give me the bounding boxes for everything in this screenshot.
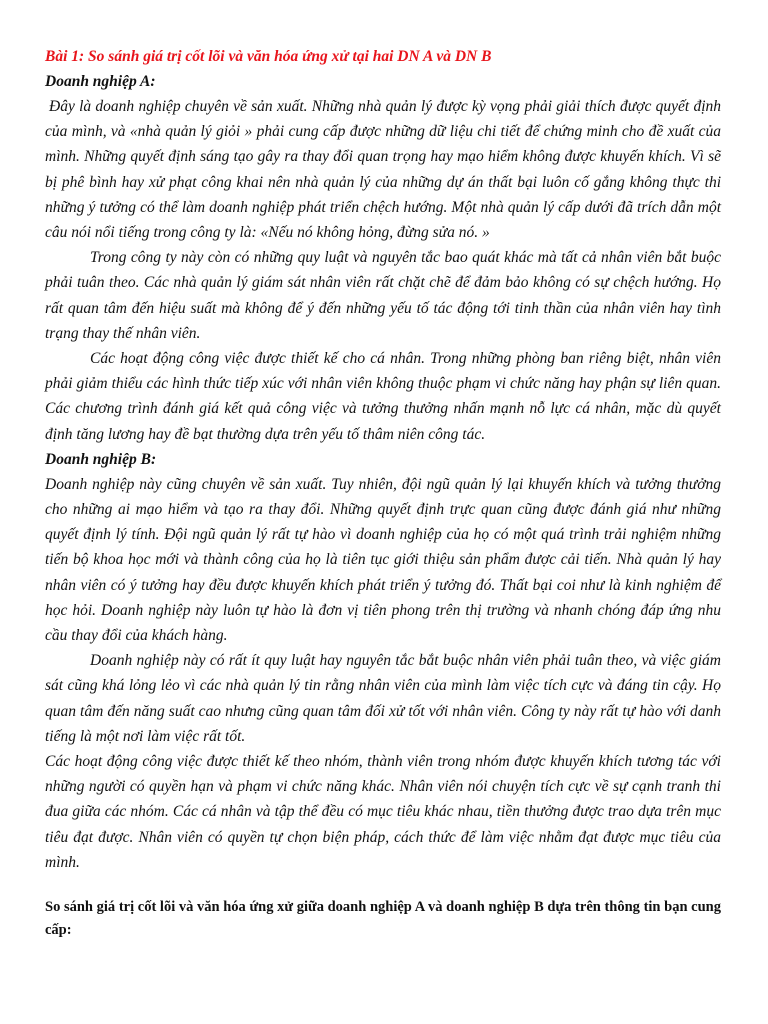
section-a-paragraph-1: Đây là doanh nghiệp chuyên về sản xuất. Những nhà quản lý được kỳ vọng phải giải thích được quyết định của mình, và «nhà quản lý giỏi » phải cung cấp được những dữ liệu chi tiết để chứng minh cho đề xuất của mình. Những quyết định sáng tạo gây ra thay đổi quan trọng hay mạo hiểm không được khuyến khích. Vì sẽ bị phê bình hay xử phạt công khai nên nhà quản lý của những dự án thất bại luôn cố gắng không thực thi những ý tưởng có thể làm doanh nghiệp phát triển chệch hướng. Một nhà quản lý cấp dưới đã trích dẫn một câu nói nổi tiếng trong công ty là: «Nếu nó không hỏng, đừng sửa nó. » — [45, 98, 721, 242]
spacer — [45, 875, 721, 896]
section-a-paragraph-2: Trong công ty này còn có những quy luật và nguyên tắc bao quát khác mà tất cả nhân viên bắt buộc phải tuân theo. Các nhà quản lý giám sát nhân viên rất chặt chẽ để đảm bảo không có sự chệch hướng. Họ rất quan tâm đến hiệu suất mà không để ý đến những yếu tố tác động tới tinh thần của nhân viên hay tình trạng thay thế nhân viên. — [45, 249, 721, 342]
section-b-paragraph-1: Doanh nghiệp này cũng chuyên về sản xuất. Tuy nhiên, đội ngũ quản lý lại khuyến khích và tưởng thưởng cho những ai mạo hiểm và tạo ra thay đổi. Những quyết định trực quan cũng được đánh giá như những quyết định lý tính. Đội ngũ quản lý rất tự hào vì doanh nghiệp của họ có một quá trình trải nghiệm những tiến bộ khoa học mới và thành công của họ là tiên tục giới thiệu sản phẩm được cải tiến. Nhà quản lý hay nhân viên có ý tưởng hay đều được khuyến khích phát triển ý tưởng đó. Thất bại coi như là kinh nghiệm để học hỏi. Doanh nghiệp này luôn tự hào là đơn vị tiên phong trên thị trường và nhanh chóng đáp ứng nhu cầu thay đổi của khách hàng. — [45, 475, 721, 645]
section-b-paragraph-3: Các hoạt động công việc được thiết kế theo nhóm, thành viên trong nhóm được khuyến khích tương tác với những người có quyền hạn và phạm vi chức năng khác. Nhân viên nói chuyện tích cực về sự cạnh tranh thi đua giữa các nhóm. Các cá nhân và tập thể đều có mục tiêu khác nhau, tiền thưởng được trao dựa trên mục tiêu đạt được. Nhân viên có quyền tự chọn biện pháp, cách thức để làm việc nhằm đạt được mục tiêu của mình. — [45, 753, 721, 871]
section-a-paragraph-3: Các hoạt động công việc được thiết kế cho cá nhân. Trong những phòng ban riêng biệt, nhân viên phải giảm thiểu các hình thức tiếp xúc với nhân viên không thuộc phạm vi chức năng hay phận sự liên quan. Các chương trình đánh giá kết quả công việc và tưởng thưởng nhấn mạnh nỗ lực cá nhân, mặc dù quyết định tăng lương hay đề bạt thường dựa trên yếu tố thâm niên công tác. — [45, 350, 721, 443]
section-a-heading: Doanh nghiệp A: — [45, 73, 156, 90]
section-b-heading: Doanh nghiệp B: — [45, 450, 157, 468]
document-title: Bài 1: So sánh giá trị cốt lõi và văn hóa ứng xử tại hai DN A và DN B — [45, 48, 492, 65]
question-prompt: So sánh giá trị cốt lõi và văn hóa ứng xử giữa doanh nghiệp A và doanh nghiệp B dựa trên thông tin bạn cung cấp: — [45, 899, 721, 939]
document-page — [45, 44, 721, 942]
section-b-paragraph-2: Doanh nghiệp này có rất ít quy luật hay nguyên tắc bắt buộc nhân viên phải tuân theo, và việc giám sát cũng khá lỏng lẻo vì các nhà quản lý tin rằng nhân viên của mình làm việc tích cực và đáng tin cậy. Họ quan tâm đến năng suất cao nhưng cũng quan tâm đối xử tốt với nhân viên. Công ty này rất tự hào với danh tiếng là một nơi làm việc rất tốt. — [45, 652, 721, 745]
